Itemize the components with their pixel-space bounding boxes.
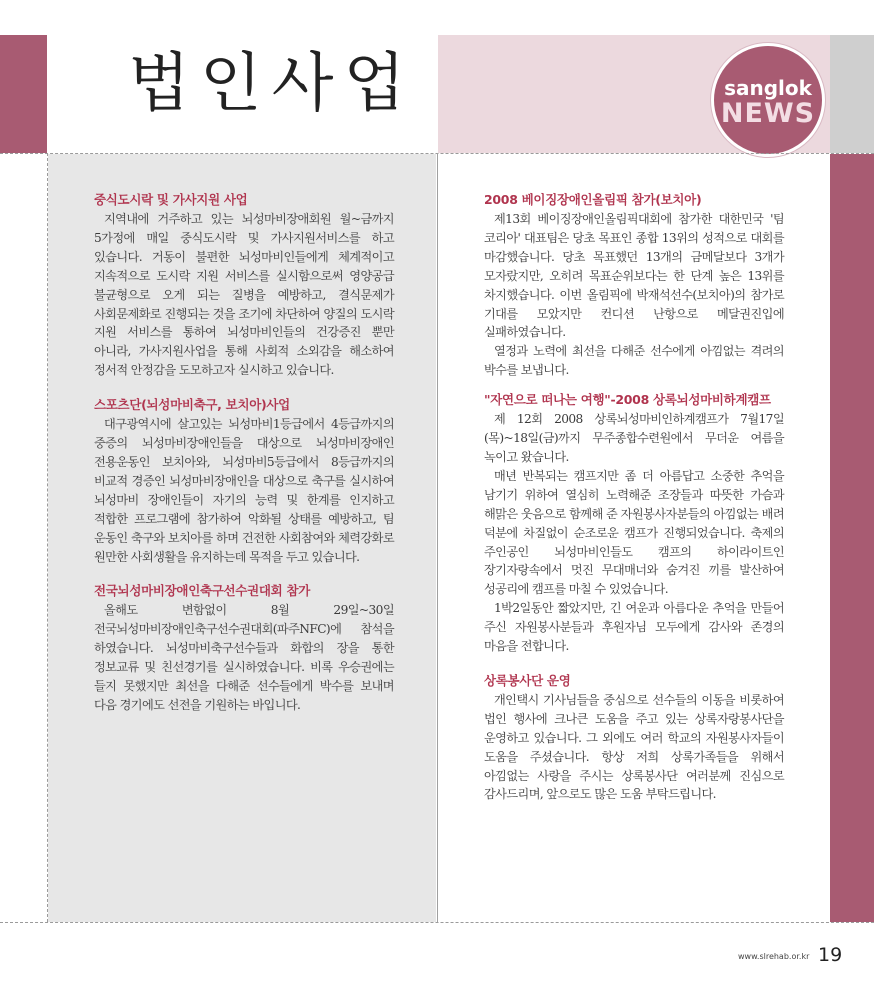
right-column <box>484 190 784 804</box>
page-title: 법인사업 <box>128 47 416 121</box>
page-number: 19 <box>818 944 843 966</box>
column-divider <box>437 153 438 922</box>
article-lunchbox <box>94 190 394 380</box>
section-title: 전국뇌성마비장애인축구선수권대회 참가 <box>94 583 311 599</box>
section-title: "자연으로 떠나는 여행"-2008 상록뇌성마비하계캠프 <box>484 392 771 408</box>
bottom-dashed-rule <box>0 922 874 923</box>
article-paragraph: 열정과 노력에 최선을 다해준 선수에게 아낌없는 격려의 박수를 보냅니다. <box>484 344 784 378</box>
article-paragraph: 제 12회 2008 상록뇌성마비인하계캠프가 7월17일(목)~18일(금)까지 무주종합수련원에서 무더운 여름을 녹이고 왔습니다. <box>484 412 784 464</box>
article-paragraph: 매년 반복되는 캠프지만 좀 더 아름답고 소중한 추억을 남기기 위하여 열심히 노력해준 조장들과 따뜻한 가슴과 해맑은 웃음으로 함께해 준 자원봉사자분들의 아낌없는 배려 덕분에 차질없이 순조로운 캠프가 진행되었습니다. 축제의 주인공인 뇌성마비인들도 캠프의 하이라이트인 장기자랑속에서 멋진 무대매너와 숨겨진 끼를 발산하여 성공리에 캠프를 마칠 수 있었습니다. <box>484 468 784 597</box>
article-volunteer-team <box>484 671 784 804</box>
footer-url: www.slrehab.or.kr <box>738 952 810 961</box>
logo-text-bottom: NEWS <box>720 97 816 129</box>
section-title: 2008 베이징장애인올림픽 참가(보치아) <box>484 192 702 207</box>
left-dashed-rule <box>47 153 48 922</box>
section-title: 상록봉사단 운영 <box>484 672 571 688</box>
right-accent-bar <box>830 154 874 922</box>
sanglok-news-logo <box>711 43 825 157</box>
article-paragraph: 1박2일동안 짧았지만, 긴 여운과 아름다운 추억을 만들어 주신 자원봉사분들과 후원자님 모두에게 감사와 존경의 마음을 전합니다. <box>484 601 784 654</box>
article-summer-camp <box>484 390 784 656</box>
header-accent-bar <box>0 35 47 153</box>
article-sports-team <box>94 395 394 566</box>
article-paragraph: 지역내에 거주하고 있는 뇌성마비장애회원 월~금까지 5가정에 매일 중식도시락 및 가사지원서비스를 하고 있습니다. 거동이 불편한 뇌성마비인들에게 체계적이고 지속적으로 도시락 지원 서비스를 실시함으로써 영양공급 불균형으로 오게 되는 질병을 예방하고, 결식문제가 사회문제화로 진행되는 것을 조기에 차단하여 양질의 도시락 지원 서비스를 통하여 뇌성마비인들의 건강증진 뿐만 아니라, 가사지원사업을 통해 사회적 소외감을 해소하여 정서적 안정감을 도모하고자 실시하고 있습니다. <box>94 212 394 378</box>
article-paragraph: 제13회 베이징장애인올림픽대회에 참가한 대한민국 '팀 코리아' 대표팀은 당초 목표인 종합 13위의 성적으로 대회를 마감했습니다. 당초 목표했던 13개의 금메달보다 3개가 모자랐지만, 오히려 목표순위보다는 한 단계 높은 13위를 차지했습니다. 이번 올림픽에 박재석선수(보치아)의 참가로 기대를 모았지만 컨디션 난항으로 메달권진입에 실패하였습니다. <box>484 212 784 340</box>
section-title: 스포츠단(뇌성마비축구, 보치아)사업 <box>94 397 290 413</box>
header-gray-band <box>830 35 874 153</box>
article-paragraph: 올해도 변함없이 8월 29일~30일 전국뇌성마비장애인축구선수권대회(파주NFC)에 참석을 하였습니다. 뇌성마비축구선수들과 화합의 장을 통한 정보교류 및 친선경기를 실시하였습니다. 비록 우승권에는 들지 못했지만 최선을 다해준 선수들에게 박수를 보내며 다음 경기에도 선전을 기원하는 바입니다. <box>94 603 394 712</box>
article-paragraph: 대구광역시에 살고있는 뇌성마비1등급에서 4등급까지의 중증의 뇌성마비장애인들을 대상으로 뇌성마비장애인 전용운동인 보치아와, 뇌성마비5등급에서 8등급까지의 비교적 경증인 뇌성마비장애인을 대상으로 축구를 실시하여 뇌성마비 장애인들이 자기의 능력 및 한계를 인지하고 적합한 프로그램에 참가하여 악화될 상태를 예방하고, 팀 운동인 축구와 보치아를 하며 건전한 사회참여와 체력강화로 원만한 사회생활을 유지하는데 목적을 두고 있습니다. <box>94 417 394 564</box>
section-title: 중식도시락 및 가사지원 사업 <box>94 192 248 207</box>
logo-text-top: sanglok <box>724 75 812 100</box>
article-soccer-championship <box>94 581 394 714</box>
article-beijing-paralympics <box>484 190 784 380</box>
left-column <box>94 190 394 715</box>
article-paragraph: 개인택시 기사님들을 중심으로 선수들의 이동을 비롯하여 법인 행사에 크나큰 도움을 주고 있는 상록자랑봉사단을 운영하고 있습니다. 그 외에도 여러 학교의 자원봉사자들이 도움을 주셨습니다. 항상 저희 상록가족들을 위해서 아낌없는 사랑을 주시는 상록봉사단 여러분께 진심으로 감사드리며, 앞으로도 많은 도움 부탁드립니다. <box>484 692 784 802</box>
